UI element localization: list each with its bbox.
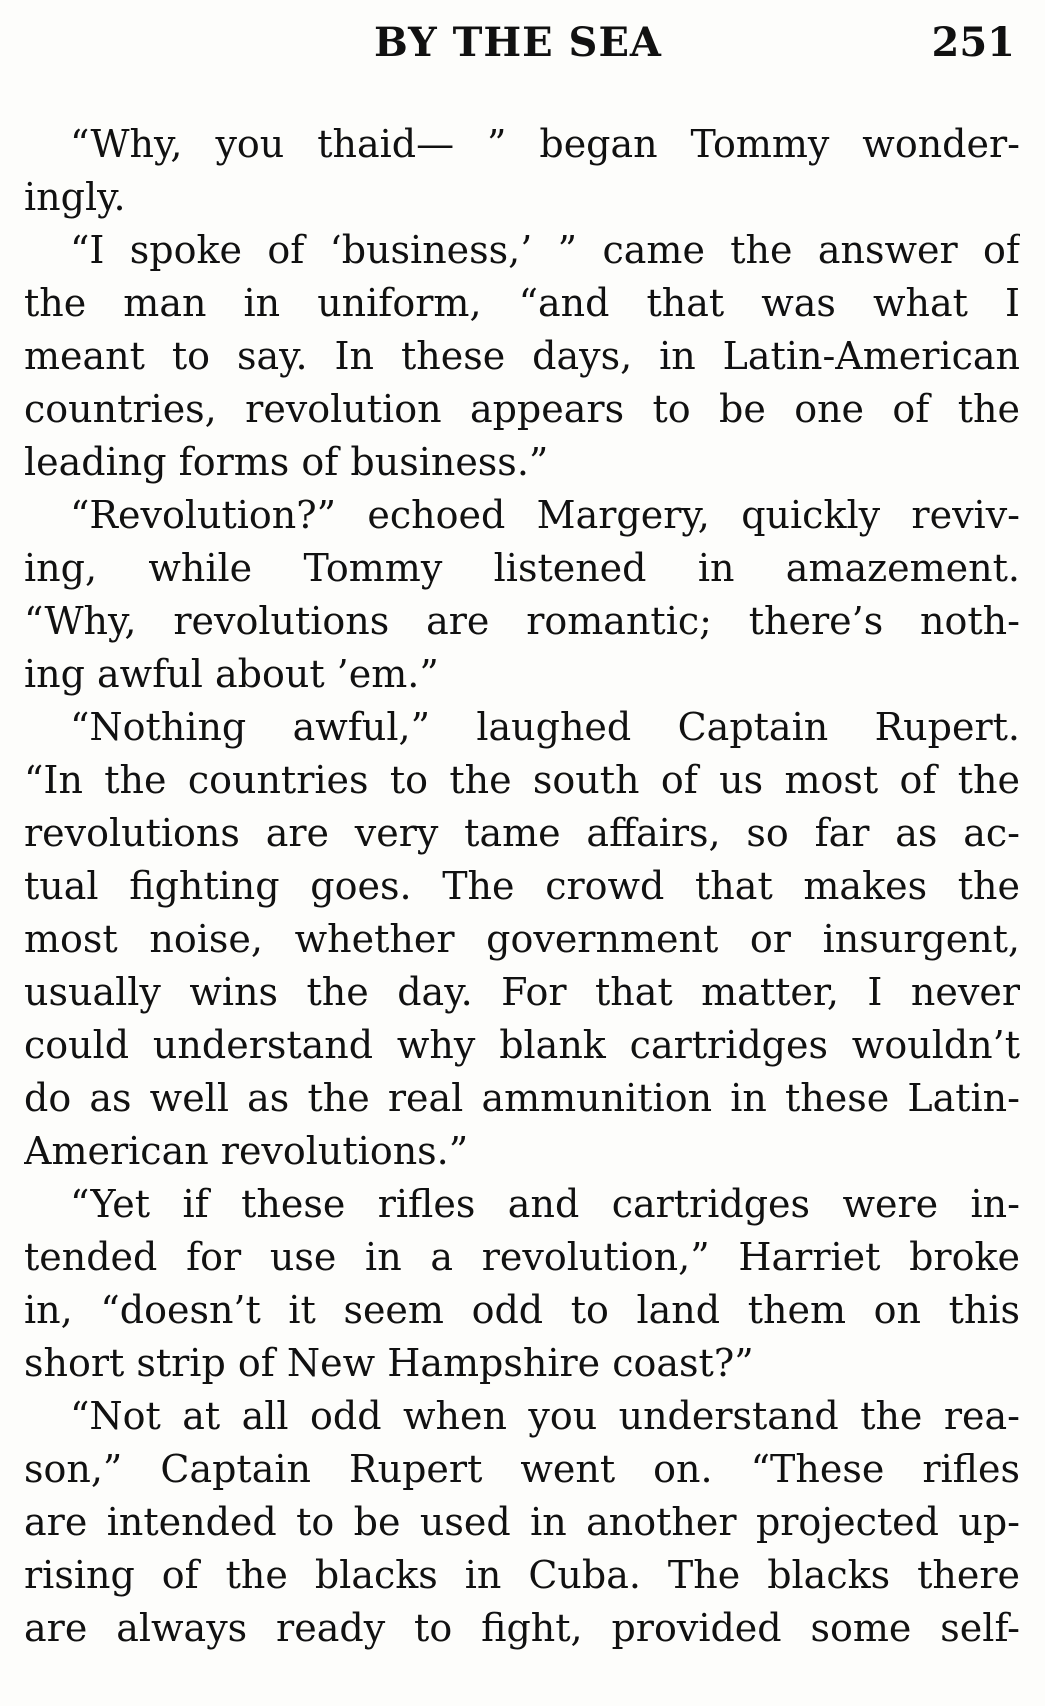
running-head: BY THE SEA (374, 19, 662, 66)
text-line: rising of the blacks in Cuba. The blacks there (24, 1553, 1020, 1597)
text-line: revolutions are very tame affairs, so far as ac- (24, 811, 1020, 855)
text-line: son,” Captain Rupert went on. “These rifles (24, 1447, 1020, 1491)
text-line: “I spoke of ‘business,’ ” came the answer of (70, 228, 1020, 272)
text-line: “Revolution?” echoed Margery, quickly reviv- (70, 493, 1020, 537)
text-line: American revolutions.” (24, 1129, 469, 1173)
text-line: “Not at all odd when you understand the rea- (70, 1394, 1020, 1438)
text-line: ing, while Tommy listened in amazement. (24, 546, 1020, 590)
page-number: 251 (931, 19, 1015, 66)
text-line: countries, revolution appears to be one of the (24, 387, 1020, 431)
text-line: ing awful about ’em.” (24, 652, 439, 696)
text-line: tended for use in a revolution,” Harriet broke (24, 1235, 1020, 1279)
text-line: “In the countries to the south of us most of the (24, 758, 1020, 802)
page-header (0, 18, 1045, 68)
text-line: “Why, you thaid— ” began Tommy wonder- (70, 122, 1020, 166)
text-line: tual fighting goes. The crowd that makes the (24, 864, 1020, 908)
text-line: short strip of New Hampshire coast?” (24, 1341, 754, 1385)
body-text (24, 118, 1020, 1655)
text-line: the man in uniform, “and that was what I (24, 281, 1020, 325)
text-line: could understand why blank cartridges wouldn’t (24, 1023, 1020, 1067)
text-line: “Why, revolutions are romantic; there’s noth- (24, 599, 1020, 643)
text-line: in, “doesn’t it seem odd to land them on this (24, 1288, 1020, 1332)
text-line: most noise, whether government or insurgent, (24, 917, 1020, 961)
text-line: usually wins the day. For that matter, I never (24, 970, 1020, 1014)
text-line: are always ready to fight, provided some self- (24, 1606, 1020, 1650)
text-line: “Yet if these rifles and cartridges were in- (70, 1182, 1020, 1226)
text-line: ingly. (24, 175, 126, 219)
text-line: meant to say. In these days, in Latin-American (24, 334, 1020, 378)
text-line: “Nothing awful,” laughed Captain Rupert. (70, 705, 1020, 749)
text-line: leading forms of business.” (24, 440, 549, 484)
text-line: are intended to be used in another projected up- (24, 1500, 1020, 1544)
text-line: do as well as the real ammunition in these Latin- (24, 1076, 1020, 1120)
